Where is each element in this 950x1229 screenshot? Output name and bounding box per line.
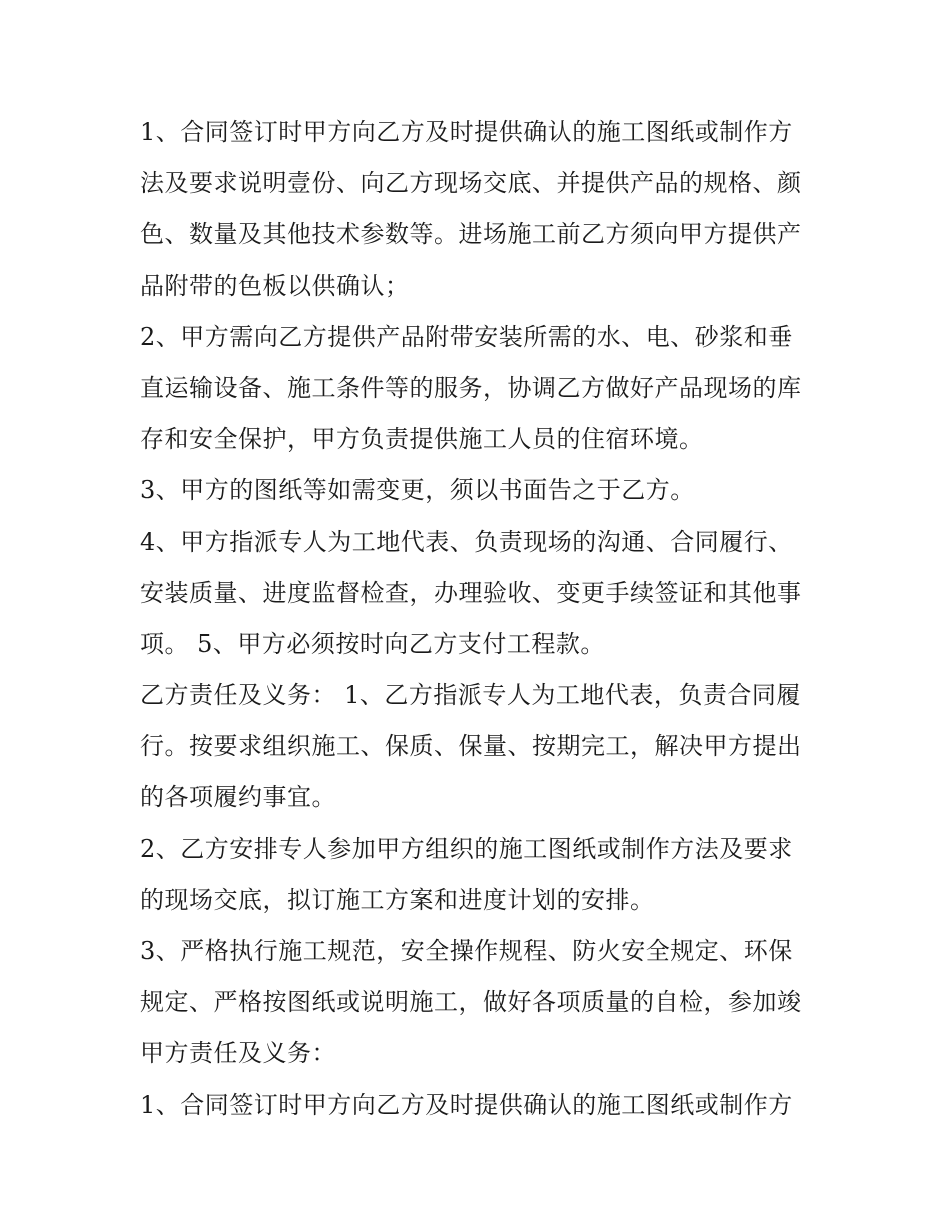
text-line: 的各项履约事宜。 xyxy=(140,783,336,812)
text-line: 的现场交底，拟订施工方案和进度计划的安排。 xyxy=(140,885,655,914)
text-line: 品附带的色板以供确认； xyxy=(140,271,410,300)
text-line: 项。 5、甲方必须按时向乙方支付工程款。 xyxy=(140,629,605,658)
text-line: 存和安全保护，甲方负责提供施工人员的住宿环境。 xyxy=(140,425,704,454)
text-line: 色、数量及其他技术参数等。进场施工前乙方须向甲方提供产 xyxy=(140,220,802,249)
text-line: 行。按要求组织施工、保质、保量、按期完工，解决甲方提出 xyxy=(140,732,802,761)
text-line: 甲方责任及义务： xyxy=(140,1039,336,1068)
text-line: 2、甲方需向乙方提供产品附带安装所需的水、电、砂浆和垂 xyxy=(140,322,793,351)
text-line: 3、甲方的图纸等如需变更，须以书面告之于乙方。 xyxy=(140,476,695,505)
text-line: 1、合同签订时甲方向乙方及时提供确认的施工图纸或制作方 xyxy=(140,118,793,146)
text-line: 安装质量、进度监督检查，办理验收、变更手续签证和其他事 xyxy=(140,578,802,607)
text-line: 直运输设备、施工条件等的服务，协调乙方做好产品现场的库 xyxy=(140,373,802,402)
text-line: 规定、严格按图纸或说明施工，做好各项质量的自检，参加竣 xyxy=(140,988,802,1017)
text-line: 3、严格执行施工规范，安全操作规程、防火安全规定、环保 xyxy=(140,937,793,965)
contract-text xyxy=(140,107,820,1131)
text-line: 乙方责任及义务： 1、乙方指派专人为工地代表，负责合同履 xyxy=(140,681,801,710)
text-line: 4、甲方指派专人为工地代表、负责现场的沟通、合同履行、 xyxy=(140,527,793,556)
text-line: 1、合同签订时甲方向乙方及时提供确认的施工图纸或制作方 xyxy=(140,1090,793,1119)
text-line: 2、乙方安排专人参加甲方组织的施工图纸或制作方法及要求 xyxy=(140,834,793,863)
text-line: 法及要求说明壹份、向乙方现场交底、并提供产品的规格、颜 xyxy=(140,169,802,198)
